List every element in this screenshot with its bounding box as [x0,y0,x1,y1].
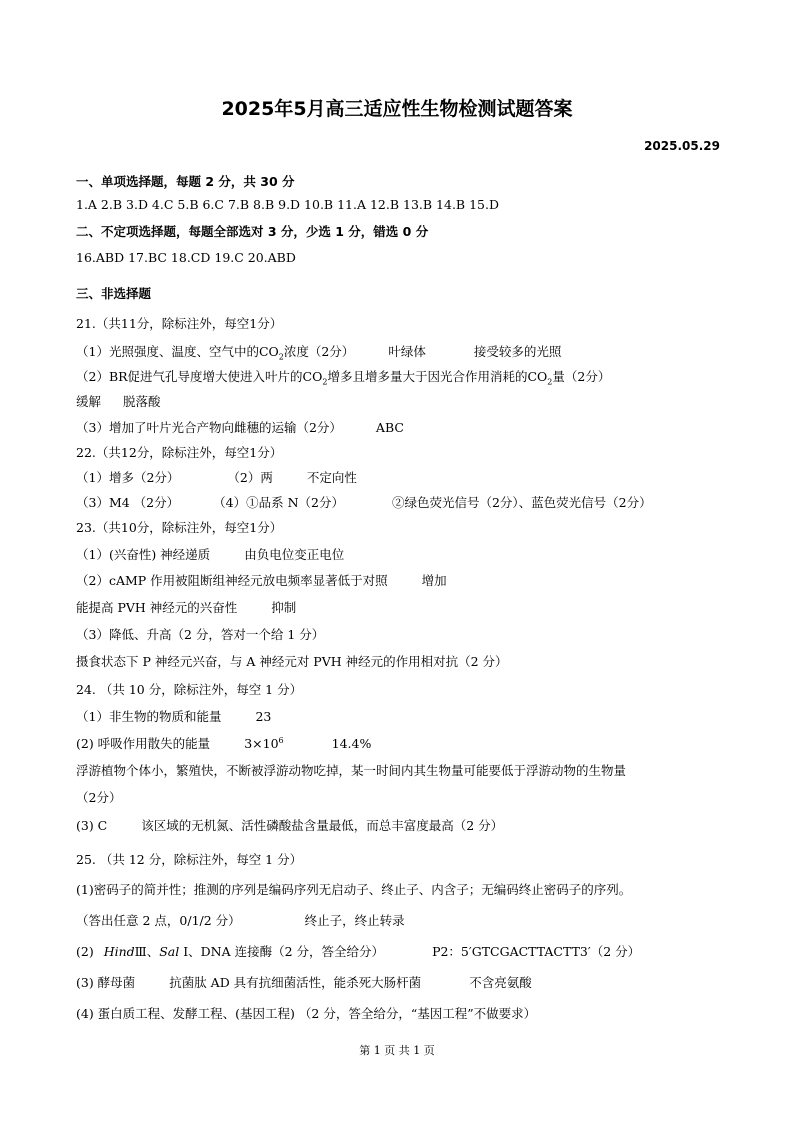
document-title: 2025年5月高三适应性生物检测试题答案 [221,98,573,120]
page-footer: 第 1 页 共 1 页 [359,1044,435,1057]
q23-line-1: （1）(兴奋性) 神经递质 由负电位变正电位 [76,547,345,562]
section-3-heading: 三、非选择题 [76,286,152,301]
section-1-answers: 1.A 2.B 3.D 4.C 5.B 6.C 7.B 8.B 9.D 10.B 11.A 12.B 13.B 14.B 15.D [76,197,499,212]
q23-line-5: 摄食状态下 P 神经元兴奋，与 A 神经元对 PVH 神经元的作用相对抗（2 分） [76,654,508,669]
q21-line-4: （3）增加了叶片光合产物向雌穗的运输（2分） ABC [76,420,404,435]
q23-line-2: （2）cAMP 作用被阻断组神经元放电频率显著低于对照 增加 [76,573,447,588]
q24-line-3: 浮游植物个体小，繁殖快，不断被浮游动物吃掉，某一时间内其生物量可能要低于浮游动物的生物量 [76,763,627,778]
q25-line-2: （答出任意 2 点，0/1/2 分） 终止子，终止转录 [76,913,405,928]
q21-line-2: （2）BR促进气孔导度增大使进入叶片的$CO_2$增多且增多量大于因光合作用消耗的$CO_2$量（2分） [76,369,611,387]
q25-line-1: (1)密码子的简并性；推测的序列是编码序列无启动子、终止子、内含子；无编码终止密码子的序列。 [76,882,632,897]
section-1-heading: 一、单项选择题，每题 2 分，共 30 分 [76,174,295,189]
q22-line-2: （3）M4 （2分） （4）①品系 N（2分） ②绿色荧光信号（2分）、蓝色荧光信号（2分） [76,495,652,510]
q25-line-5: (4) 蛋白质工程、发酵工程、(基因工程) （2 分，答全给分，“基因工程”不做要求） [76,1006,537,1021]
q25-line-3: (2) HindⅢ、Sal Ⅰ、DNA 连接酶（2 分，答全给分） P2：5′GTCGACTTACTT3′（2 分） [76,944,641,959]
q25-line-4: (3) 酵母菌 抗菌肽 AD 具有抗细菌活性，能杀死大肠杆菌 不含亮氨酸 [76,975,532,990]
q23-heading: 23.（共10分，除标注外，每空1分） [76,520,283,535]
q21-line-3: 缓解 脱落酸 [76,394,161,409]
q24-heading: 24. （共 10 分，除标注外，每空 1 分） [76,682,303,697]
q24-line-1: （1）非生物的物质和能量 23 [76,709,272,724]
q21-line-1: （1）光照强度、温度、空气中的$CO_2$浓度（2分） 叶绿体 接受较多的光照 [76,344,562,362]
document-date: 2025.05.29 [644,139,720,153]
q23-line-4: （3）降低、升高（2 分，答对一个给 1 分） [76,627,325,642]
q23-line-3: 能提高 PVH 神经元的兴奋性 抑制 [76,600,297,615]
q22-heading: 22.（共12分，除标注外，每空1分） [76,445,283,460]
q22-line-1: （1）增多（2分） （2）两 不定向性 [76,470,357,485]
q25-heading: 25. （共 12 分，除标注外，每空 1 分） [76,852,303,867]
q24-line-2: (2) 呼吸作用散失的能量 $3\times 10^6$ 14.4% [76,735,372,751]
q21-heading: 21.（共11分，除标注外，每空1分） [76,316,283,331]
q24-line-4: （2分） [76,790,122,805]
section-2-answers: 16.ABD 17.BC 18.CD 19.C 20.ABD [76,250,296,265]
q24-line-5: (3) C 该区域的无机氮、活性磷酸盐含量最低，而总丰富度最高（2 分） [76,818,504,833]
section-2-heading: 二、不定项选择题，每题全部选对 3 分，少选 1 分，错选 0 分 [76,224,429,239]
